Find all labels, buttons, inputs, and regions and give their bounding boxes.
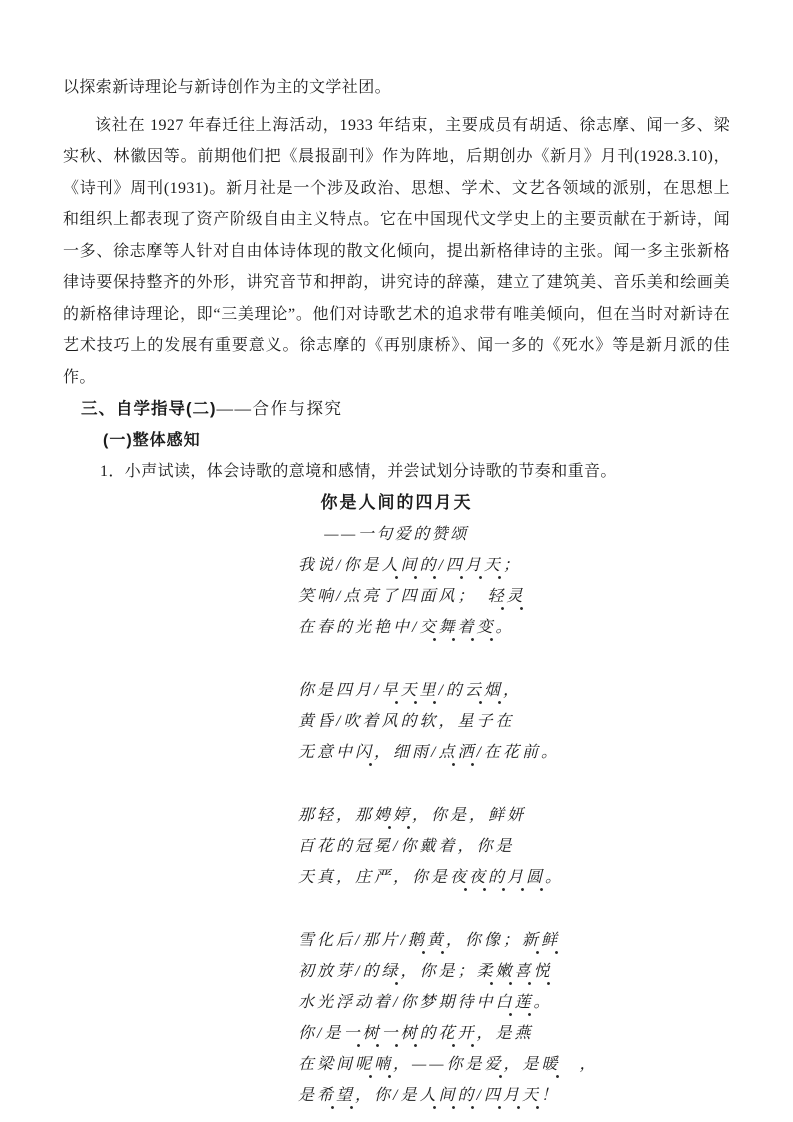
poem-stanza	[298, 925, 730, 1111]
poem-text: 。	[545, 869, 565, 886]
poem-stressed-text: 交舞着变	[419, 619, 495, 642]
poem-text: 雪化后/那片/	[298, 932, 408, 949]
poem-text: 我说/你是	[298, 557, 382, 574]
poem-subtitle: ——一句爱的赞颂	[324, 526, 469, 543]
poem-text: 。	[495, 619, 515, 636]
poem-stressed-text: 早天里	[381, 682, 438, 705]
poem-text: ，是燕	[476, 1025, 534, 1042]
poem-text: 那轻，那	[298, 807, 375, 824]
poem-text: ；	[502, 557, 522, 574]
poem-stressed-text: 新鲜	[522, 932, 560, 955]
poem-line	[298, 675, 730, 706]
poem-stressed-text: 四月天	[446, 557, 503, 580]
poem-stressed-text: 轻灵	[487, 588, 525, 611]
poem-text: /	[438, 557, 446, 574]
poem-stanzas	[298, 550, 730, 1111]
poem-text: 你/是	[298, 1025, 344, 1042]
section-heading	[63, 393, 730, 425]
task-item-1: 1．小声试读，体会诗歌的意境和感情，并尝试划分诗歌的节奏和重音。	[100, 463, 617, 480]
poem-text: ，你是；	[400, 963, 477, 980]
poem-text: 水光浮动着/你梦期待中	[298, 994, 496, 1011]
poem-stressed-text: 希望	[317, 1087, 355, 1110]
poem-text: /的	[438, 682, 465, 699]
poem-stressed-text: 闪	[355, 744, 374, 767]
poem-line	[298, 550, 730, 581]
poem-text: ，你像；	[445, 932, 522, 949]
poem-text: ，细雨/	[374, 744, 439, 761]
poem-line	[298, 706, 730, 737]
poem-line	[298, 581, 730, 612]
xinyue-society-paragraph: 该社在 1927 年春迁往上海活动，1933 年结束，主要成员有胡适、徐志摩、闻一多、梁实秋、林徽因等。前期他们把《晨报副刊》作为阵地，后期创办《新月》月刊(1928.3.10)，《诗刊》周刊(1931)。新月社是一个涉及政治、思想、学术、文艺各领域的派别，在思想上和组织上都表现了资产阶级自由主义特点。它在中国现代文学史上的主要贡献在于新诗，闻一多、徐志摩等人针对自由体诗体现的散文化倾向，提出新格律诗的主张。闻一多主张新格律诗要保持整齐的外形，讲究音节和押韵，讲究诗的辞藻，建立了建筑美、音乐美和绘画美的新格律诗理论，即“三美理论”。他们对诗歌艺术的追求带有唯美倾向，但在当时对新诗在艺术技巧上的发展有重要意义。徐志摩的《再别康桥》、闻一多的《死水》等是新月派的佳作。	[63, 116, 730, 386]
poem-line	[298, 987, 730, 1018]
poem-stressed-text: 人间的	[419, 1087, 476, 1110]
poem-text: 的	[419, 1025, 439, 1042]
poem-line	[298, 612, 730, 643]
poem-stressed-text: 柔嫩喜悦	[476, 963, 552, 986]
poem-line	[298, 1049, 730, 1080]
poem-text: 黄昏/吹着风的软，星子在	[298, 713, 515, 730]
poem-text: 百花的冠冕/你戴着，你是	[298, 838, 515, 855]
poem-stressed-text: 云烟	[465, 682, 503, 705]
section-heading-tail: ——合作与探究	[216, 399, 343, 418]
poem-line	[298, 800, 730, 831]
poem-line	[298, 737, 730, 768]
poem-stressed-text: 人间的	[381, 557, 438, 580]
poem-text: /在花前。	[476, 744, 560, 761]
poem-line	[298, 831, 730, 862]
poem-text: 初放芽/的	[298, 963, 382, 980]
poem-line	[298, 1080, 730, 1111]
poem-text: 在春的光艳中/	[298, 619, 420, 636]
poem-text: ，	[502, 682, 522, 699]
poem-text: ，你是，鲜妍	[412, 807, 527, 824]
poem-text: 是	[298, 1087, 318, 1104]
poem-line	[298, 862, 730, 893]
poem-text: 。	[533, 994, 553, 1011]
poem-stressed-text: 夜夜的月圆	[450, 869, 545, 892]
poem-stressed-text: 白莲	[495, 994, 533, 1017]
poem-line	[298, 1018, 730, 1049]
poem-stressed-text: 娉婷	[374, 807, 412, 830]
poem-stressed-text: 花开	[438, 1025, 476, 1048]
poem-text: 笑响/点亮了四面风；	[298, 588, 488, 605]
intro-tail-paragraph: 以探索新诗理论与新诗创作为主的文学社团。	[63, 79, 392, 96]
section-heading-number: 三、自学指导(二)	[81, 400, 217, 418]
poem-text: /	[476, 1087, 484, 1104]
poem-text: 无意中	[298, 744, 356, 761]
poem-stressed-text: 爱	[485, 1056, 504, 1079]
poem-line	[298, 956, 730, 987]
poem-line	[298, 925, 730, 956]
poem-stressed-text: 暖	[542, 1056, 561, 1079]
poem-stressed-text: 呢喃	[355, 1056, 393, 1079]
poem-stanza	[298, 800, 730, 893]
poem-stressed-text: 鹅黄	[408, 932, 446, 955]
poem-stressed-text: 点洒	[438, 744, 476, 767]
poem-stanza	[298, 675, 730, 768]
subsection-heading: (一)整体感知	[103, 432, 201, 449]
poem-text: ，你/是	[355, 1087, 420, 1104]
poem-text: ，	[560, 1056, 599, 1073]
poem-text: ，——你是	[393, 1056, 485, 1073]
poem-text: ！	[540, 1087, 560, 1104]
poem-stanza	[298, 550, 730, 643]
poem-stressed-text: 绿	[381, 963, 400, 986]
poem-text: 你是四月/	[298, 682, 382, 699]
poem-text: ，是	[503, 1056, 542, 1073]
poem-stressed-text: 一树一树	[343, 1025, 419, 1048]
poem-title: 你是人间的四月天	[320, 493, 473, 512]
poem-text: 天真，庄严，你是	[298, 869, 451, 886]
poem-stressed-text: 四月天	[484, 1087, 541, 1110]
poem-text: 在梁间	[298, 1056, 356, 1073]
